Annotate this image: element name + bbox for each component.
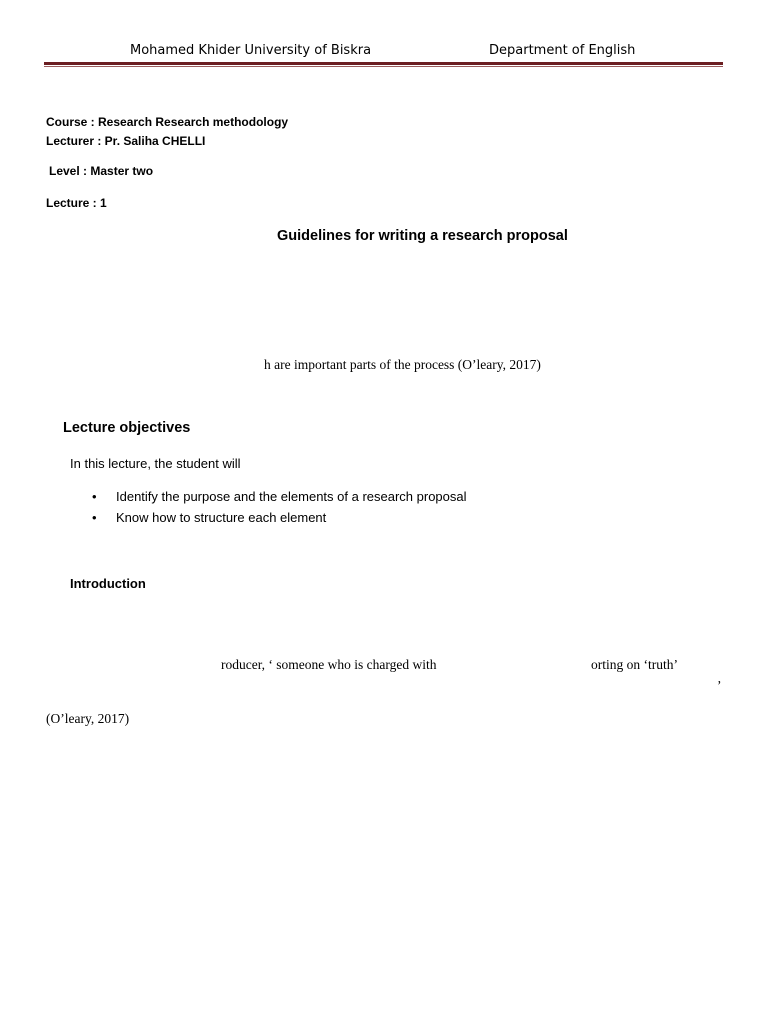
objectives-intro: In this lecture, the student will	[70, 456, 241, 471]
bullet-icon: •	[92, 510, 97, 525]
course-line: Course : Research Research methodology	[46, 115, 289, 129]
list-item-text: Identify the purpose and the elements of a research proposal	[116, 489, 467, 504]
department-name: Department of English	[489, 43, 636, 58]
citation: (O’leary, 2017)	[46, 711, 130, 726]
lecturer-line: Lecturer : Pr. Saliha CHELLI	[46, 134, 206, 148]
level-line: Level : Master two	[49, 164, 154, 178]
objectives-list	[92, 488, 467, 530]
university-name: Mohamed Khider University of Biskra	[130, 43, 372, 58]
section-heading: Lecture objectives	[63, 420, 191, 436]
lecture-line: Lecture : 1	[46, 196, 107, 210]
introduction-heading: Introduction	[70, 576, 146, 591]
list-item	[92, 488, 467, 509]
document-title: Guidelines for writing a research proposal	[277, 228, 568, 244]
text-fragment: h are important parts of the process (O’leary, 2017)	[264, 357, 541, 372]
list-item-text: Know how to structure each element	[116, 510, 327, 525]
text-fragment: orting on ‘truth’	[591, 657, 678, 672]
bullet-icon: •	[92, 489, 97, 504]
text-fragment: ’	[717, 678, 722, 693]
header-rule-thin	[44, 66, 723, 67]
list-item	[92, 509, 467, 530]
header-rule	[44, 62, 723, 65]
text-fragment: roducer, ‘ someone who is charged with	[221, 657, 437, 672]
